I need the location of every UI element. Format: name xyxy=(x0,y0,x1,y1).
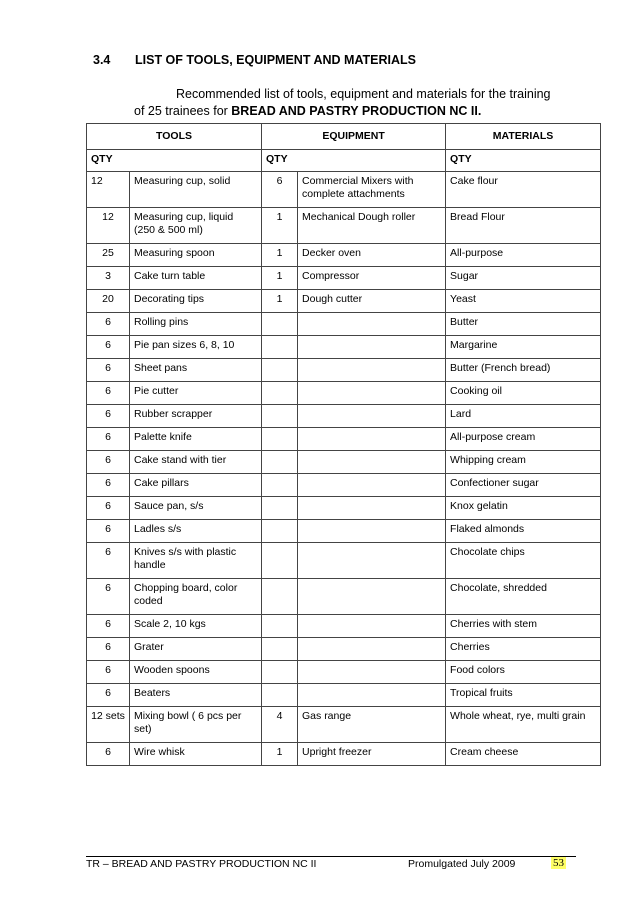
equipment-name-cell: Decker oven xyxy=(298,244,446,267)
equipment-name-cell: Upright freezer xyxy=(298,743,446,766)
section-title: LIST OF TOOLS, EQUIPMENT AND MATERIALS xyxy=(135,53,417,67)
tool-name-cell: Wire whisk xyxy=(130,743,262,766)
equipment-qty-cell: 4 xyxy=(262,707,298,743)
tool-qty-cell: 6 xyxy=(87,579,130,615)
tool-name-cell: Sheet pans xyxy=(130,359,262,382)
tool-name-cell: Cake turn table xyxy=(130,267,262,290)
tool-qty-cell: 12 sets xyxy=(87,707,130,743)
tool-name-cell: Knives s/s with plastic handle xyxy=(130,543,262,579)
tool-name-cell: Ladles s/s xyxy=(130,520,262,543)
equipment-qty-cell: 1 xyxy=(262,743,298,766)
tool-qty-cell: 6 xyxy=(87,428,130,451)
material-name-cell: Cake flour xyxy=(446,172,601,208)
equipment-name-cell xyxy=(298,497,446,520)
material-name-cell: Cherries with stem xyxy=(446,615,601,638)
tool-name-cell: Cake pillars xyxy=(130,474,262,497)
equipment-qty-cell: 1 xyxy=(262,290,298,313)
tool-qty-cell: 20 xyxy=(87,290,130,313)
tool-qty-cell: 6 xyxy=(87,451,130,474)
header-tools: TOOLS xyxy=(87,124,262,150)
tool-qty-cell: 6 xyxy=(87,543,130,579)
equipment-qty-cell xyxy=(262,428,298,451)
equipment-name-cell: Mechanical Dough roller xyxy=(298,208,446,244)
tool-qty-cell: 6 xyxy=(87,684,130,707)
table-row xyxy=(87,661,601,684)
material-name-cell: Chocolate, shredded xyxy=(446,579,601,615)
tool-qty-cell: 12 xyxy=(87,172,130,208)
table-row xyxy=(87,208,601,244)
equipment-name-cell xyxy=(298,474,446,497)
table-row xyxy=(87,474,601,497)
equipment-qty-cell xyxy=(262,497,298,520)
tool-qty-cell: 6 xyxy=(87,336,130,359)
tool-qty-cell: 12 xyxy=(87,208,130,244)
material-name-cell: Lard xyxy=(446,405,601,428)
equipment-qty-cell xyxy=(262,382,298,405)
equipment-qty-cell xyxy=(262,579,298,615)
material-name-cell: Butter (French bread) xyxy=(446,359,601,382)
footer-divider xyxy=(86,856,576,857)
table-row xyxy=(87,451,601,474)
table-row xyxy=(87,638,601,661)
table-row xyxy=(87,267,601,290)
page-number: 53 xyxy=(553,857,564,869)
tool-name-cell: Wooden spoons xyxy=(130,661,262,684)
equipment-qty-cell xyxy=(262,638,298,661)
tools-equipment-materials-table xyxy=(86,123,601,766)
intro-line-1: Recommended list of tools, equipment and materials for the training xyxy=(176,87,551,101)
footer-promulgated-date: Promulgated July 2009 xyxy=(408,858,516,870)
table-row xyxy=(87,244,601,267)
equipment-name-cell xyxy=(298,579,446,615)
footer-document-title: TR – BREAD AND PASTRY PRODUCTION NC II xyxy=(86,858,317,870)
equipment-qty-cell xyxy=(262,684,298,707)
tool-name-cell: Grater xyxy=(130,638,262,661)
equipment-qty-cell xyxy=(262,336,298,359)
table-row xyxy=(87,743,601,766)
table-row xyxy=(87,684,601,707)
material-name-cell: Cherries xyxy=(446,638,601,661)
material-name-cell: Confectioner sugar xyxy=(446,474,601,497)
tool-qty-cell: 6 xyxy=(87,743,130,766)
equipment-qty-cell xyxy=(262,451,298,474)
tool-name-cell: Decorating tips xyxy=(130,290,262,313)
material-name-cell: Flaked almonds xyxy=(446,520,601,543)
tool-name-cell: Pie pan sizes 6, 8, 10 xyxy=(130,336,262,359)
table-row xyxy=(87,428,601,451)
material-name-cell: Yeast xyxy=(446,290,601,313)
table-row xyxy=(87,382,601,405)
material-name-cell: Whole wheat, rye, multi grain xyxy=(446,707,601,743)
equipment-name-cell xyxy=(298,382,446,405)
equipment-name-cell xyxy=(298,428,446,451)
tool-qty-cell: 25 xyxy=(87,244,130,267)
intro-line-2 xyxy=(134,104,481,118)
equipment-qty-label: QTY xyxy=(262,150,446,172)
materials-qty-label: QTY xyxy=(446,150,601,172)
tool-qty-cell: 3 xyxy=(87,267,130,290)
tool-name-cell: Cake stand with tier xyxy=(130,451,262,474)
table-row xyxy=(87,172,601,208)
material-name-cell: All-purpose cream xyxy=(446,428,601,451)
material-name-cell: Food colors xyxy=(446,661,601,684)
tool-name-cell: Sauce pan, s/s xyxy=(130,497,262,520)
equipment-qty-cell xyxy=(262,543,298,579)
equipment-name-cell xyxy=(298,336,446,359)
tool-name-cell: Rolling pins xyxy=(130,313,262,336)
equipment-qty-cell xyxy=(262,474,298,497)
tool-qty-cell: 6 xyxy=(87,313,130,336)
equipment-qty-cell xyxy=(262,359,298,382)
table-row xyxy=(87,405,601,428)
table-row xyxy=(87,615,601,638)
equipment-qty-cell xyxy=(262,520,298,543)
table-body xyxy=(87,172,601,766)
table-row xyxy=(87,543,601,579)
tools-qty-label: QTY xyxy=(87,150,262,172)
tool-qty-cell: 6 xyxy=(87,359,130,382)
equipment-name-cell: Commercial Mixers with complete attachments xyxy=(298,172,446,208)
equipment-name-cell xyxy=(298,520,446,543)
header-materials: MATERIALS xyxy=(446,124,601,150)
equipment-name-cell: Gas range xyxy=(298,707,446,743)
material-name-cell: Cooking oil xyxy=(446,382,601,405)
material-name-cell: Margarine xyxy=(446,336,601,359)
tool-name-cell: Mixing bowl ( 6 pcs per set) xyxy=(130,707,262,743)
intro-program-name: BREAD AND PASTRY PRODUCTION NC II. xyxy=(231,104,482,118)
tool-name-cell: Palette knife xyxy=(130,428,262,451)
equipment-qty-cell: 1 xyxy=(262,267,298,290)
equipment-qty-cell xyxy=(262,313,298,336)
material-name-cell: Knox gelatin xyxy=(446,497,601,520)
tool-name-cell: Measuring cup, solid xyxy=(130,172,262,208)
table-row xyxy=(87,497,601,520)
table-row xyxy=(87,290,601,313)
tool-qty-cell: 6 xyxy=(87,382,130,405)
equipment-qty-cell xyxy=(262,615,298,638)
equipment-qty-cell: 1 xyxy=(262,244,298,267)
tool-name-cell: Rubber scrapper xyxy=(130,405,262,428)
material-name-cell: Bread Flour xyxy=(446,208,601,244)
material-name-cell: Sugar xyxy=(446,267,601,290)
tool-qty-cell: 6 xyxy=(87,638,130,661)
material-name-cell: Chocolate chips xyxy=(446,543,601,579)
tool-name-cell: Chopping board, color coded xyxy=(130,579,262,615)
table-row xyxy=(87,359,601,382)
table-row xyxy=(87,579,601,615)
tool-qty-cell: 6 xyxy=(87,497,130,520)
equipment-qty-cell xyxy=(262,405,298,428)
table-row xyxy=(87,313,601,336)
tool-qty-cell: 6 xyxy=(87,520,130,543)
equipment-name-cell: Dough cutter xyxy=(298,290,446,313)
intro-paragraph xyxy=(134,86,584,120)
table-row xyxy=(87,707,601,743)
equipment-name-cell xyxy=(298,543,446,579)
tool-name-cell: Scale 2, 10 kgs xyxy=(130,615,262,638)
equipment-name-cell xyxy=(298,661,446,684)
equipment-name-cell: Compressor xyxy=(298,267,446,290)
material-name-cell: All-purpose xyxy=(446,244,601,267)
tool-name-cell: Beaters xyxy=(130,684,262,707)
table-row xyxy=(87,520,601,543)
tool-qty-cell: 6 xyxy=(87,615,130,638)
material-name-cell: Butter xyxy=(446,313,601,336)
material-name-cell: Whipping cream xyxy=(446,451,601,474)
material-name-cell: Cream cheese xyxy=(446,743,601,766)
tool-name-cell: Measuring spoon xyxy=(130,244,262,267)
equipment-name-cell xyxy=(298,313,446,336)
equipment-name-cell xyxy=(298,359,446,382)
equipment-name-cell xyxy=(298,684,446,707)
equipment-name-cell xyxy=(298,638,446,661)
table-row xyxy=(87,336,601,359)
equipment-name-cell xyxy=(298,451,446,474)
section-number: 3.4 xyxy=(93,53,111,67)
section-heading xyxy=(93,53,416,67)
tool-qty-cell: 6 xyxy=(87,405,130,428)
equipment-qty-cell xyxy=(262,661,298,684)
header-equipment: EQUIPMENT xyxy=(262,124,446,150)
tool-name-cell: Measuring cup, liquid (250 & 500 ml) xyxy=(130,208,262,244)
tool-qty-cell: 6 xyxy=(87,661,130,684)
tool-qty-cell: 6 xyxy=(87,474,130,497)
material-name-cell: Tropical fruits xyxy=(446,684,601,707)
equipment-name-cell xyxy=(298,405,446,428)
equipment-qty-cell: 6 xyxy=(262,172,298,208)
equipment-name-cell xyxy=(298,615,446,638)
tool-name-cell: Pie cutter xyxy=(130,382,262,405)
equipment-qty-cell: 1 xyxy=(262,208,298,244)
intro-line-2-prefix: of 25 trainees for xyxy=(134,104,232,118)
